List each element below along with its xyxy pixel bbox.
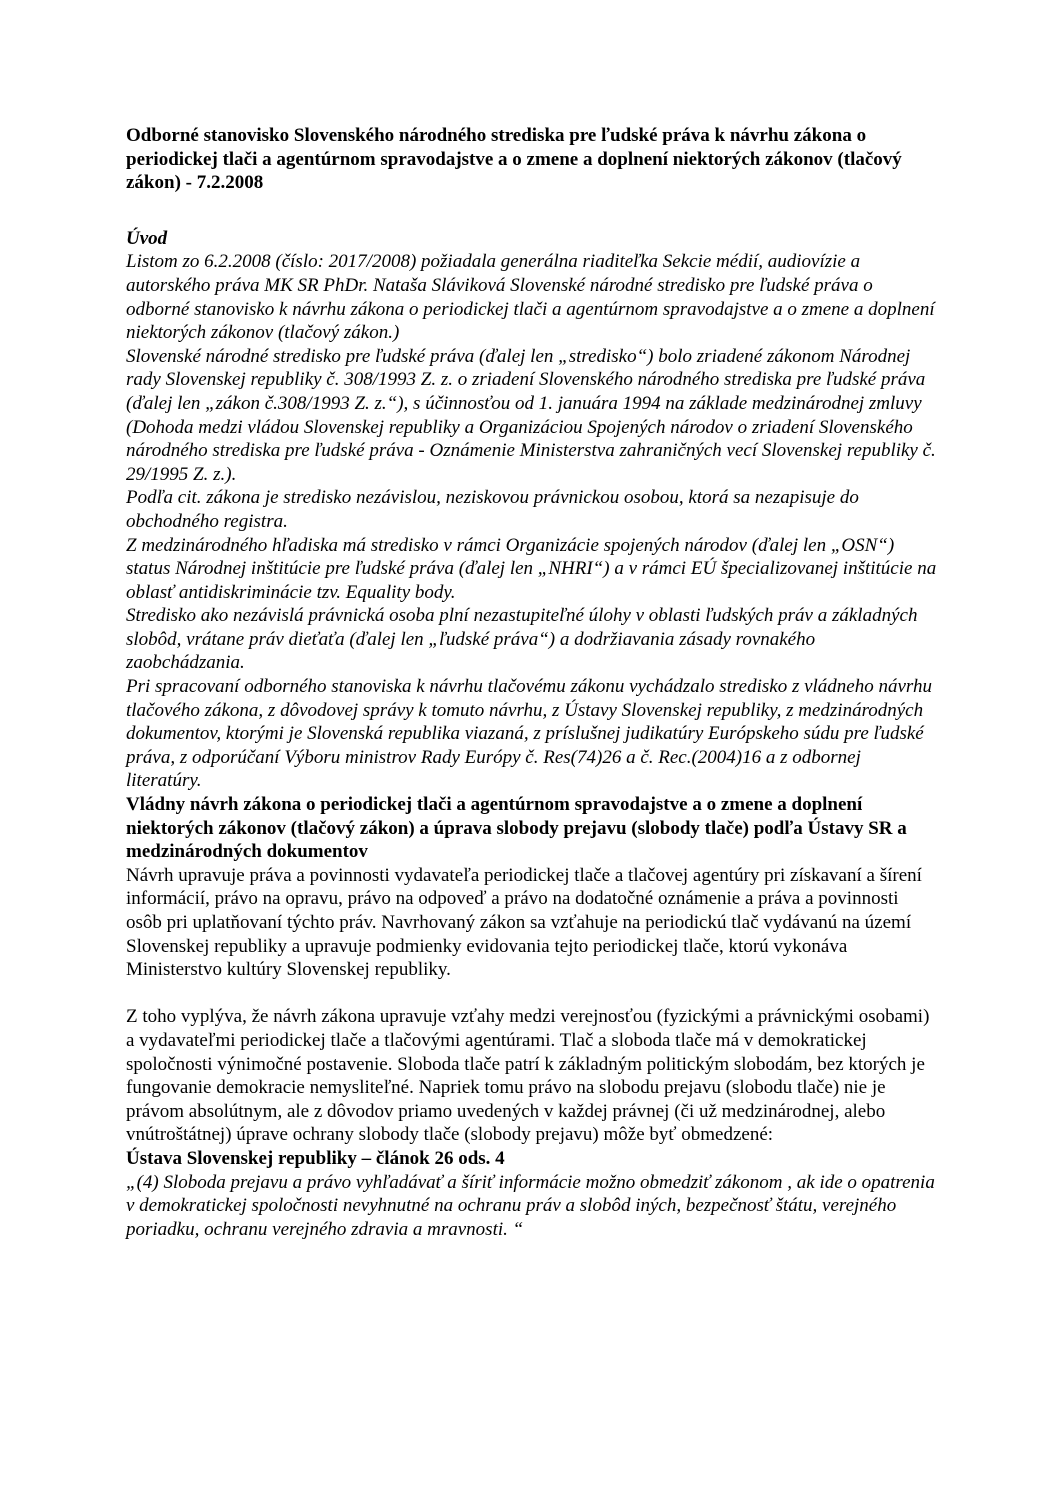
intro-heading: Úvod	[126, 227, 168, 249]
section-paragraph: Návrh upravuje práva a povinnosti vydavateľa periodickej tlače a tlačovej agentúry pri získavaní a šírení informácií, právo na opravu, právo na odpoveď a právo na dodatočné oznámenie a práva a povinnosti osôb pri uplatňovaní týchto práv. Navrhovaný zákon sa vzťahuje na periodickú tlač vydávanú na území Slovenskej republiky a upravuje podmienky evidovania tejto periodickej tlače, ktorú vykonáva Ministerstvo kultúry Slovenskej republiky.	[126, 864, 922, 981]
section-heading: Vládny návrh zákona o periodickej tlači a agentúrnom spravodajstve a o zmene a doplnení niektorých zákonov (tlačový zákon) a úprava slobody prejavu (slobody tlače) podľa Ústavy SR a medzinárodných dokumentov	[126, 794, 907, 863]
document-page	[126, 124, 938, 1241]
intro-paragraph: Listom zo 6.2.2008 (číslo: 2017/2008) požiadala generálna riaditeľka Sekcie médií, audiovízie a autorského práva MK SR PhDr. Nataša Sláviková Slovenské národné stredisko pre ľudské práva o odborné stanovisko k návrhu zákona o periodickej tlači a agentúrnom spravodajstve a o zmene a doplnení niektorých zákonov (tlačový zákon.)	[126, 251, 935, 344]
constitution-quote: „(4) Sloboda prejavu a právo vyhľadávať a šíriť informácie možno obmedziť zákonom , ak ide o opatrenia v demokratickej spoločnosti nevyhnutné na ochranu práv a slobôd iných, bezpečnosť štátu, verejného poriadku, ochranu verejného zdravia a mravnosti. “	[126, 1171, 935, 1240]
intro-paragraph: Podľa cit. zákona je stredisko nezávislou, neziskovou právnickou osobou, ktorá sa nezapisuje do obchodného registra.	[126, 487, 859, 532]
intro-paragraph: Slovenské národné stredisko pre ľudské práva (ďalej len „stredisko“) bolo zriadené zákonom Národnej rady Slovenskej republiky č. 308/1993 Z. z. o zriadení Slovenského národného strediska pre ľudské práva (ďalej len „zákon č.308/1993 Z. z.“), s účinnosťou od 1. januára 1994 na základe medzinárodnej zmluvy (Dohoda medzi vládou Slovenskej republiky a Organizáciou Spojených národov o zriadení Slovenského národného strediska pre ľudské práva - Oznámenie Ministerstva zahraničných vecí Slovenskej republiky č. 29/1995 Z. z.).	[126, 345, 936, 485]
constitution-heading: Ústava Slovenskej republiky – článok 26 ods. 4	[126, 1147, 505, 1169]
section-paragraph: Z toho vyplýva, že návrh zákona upravuje vzťahy medzi verejnosťou (fyzickými a právnickými osobami) a vydavateľmi periodickej tlače a tlačovými agentúrami. Tlač a sloboda tlače má v demokratickej spoločnosti výnimočné postavenie. Sloboda tlače patrí k základným politickým slobodám, bez ktorých je fungovanie demokracie nemysliteľné. Napriek tomu právo na slobodu prejavu (slobodu tlače) nie je právom absolútnym, ale z dôvodov priamo uvedených v každej právnej (či už medzinárodnej, alebo vnútroštátnej) úprave ochrany slobody tlače (slobody prejavu) môže byť obmedzené:	[126, 1006, 930, 1146]
paragraph-spacer	[126, 982, 938, 1006]
intro-paragraph: Z medzinárodného hľadiska má stredisko v rámci Organizácie spojených národov (ďalej len „OSN“) status Národnej inštitúcie pre ľudské práva (ďalej len „NHRI“) a v rámci EÚ špecializovanej inštitúcie na oblasť antidiskriminácie tzv. Equality body.	[126, 534, 937, 603]
intro-paragraph: Pri spracovaní odborného stanoviska k návrhu tlačovému zákonu vychádzalo stredisko z vládneho návrhu tlačového zákona, z dôvodovej správy k tomuto návrhu, z Ústavy Slovenskej republiky, z medzinárodných dokumentov, ktorými je Slovenská republika viazaná, z príslušnej judikatúry Európskeho súdu pre ľudské práva, z odporúčaní Výboru ministrov Rady Európy č. Res(74)26 a č. Rec.(2004)16 a z odbornej literatúry.	[126, 676, 932, 792]
document-title: Odborné stanovisko Slovenského národného strediska pre ľudské práva k návrhu zákona o periodickej tlači a agentúrnom spravodajstve a o zmene a doplnení niektorých zákonov (tlačový zákon) - 7.2.2008	[126, 125, 902, 194]
intro-paragraph: Stredisko ako nezávislá právnická osoba plní nezastupiteľné úlohy v oblasti ľudských práv a základných slobôd, vrátane práv dieťaťa (ďalej len „ľudské práva“) a dodržiavania zásady rovnakého zaobchádzania.	[126, 605, 918, 674]
